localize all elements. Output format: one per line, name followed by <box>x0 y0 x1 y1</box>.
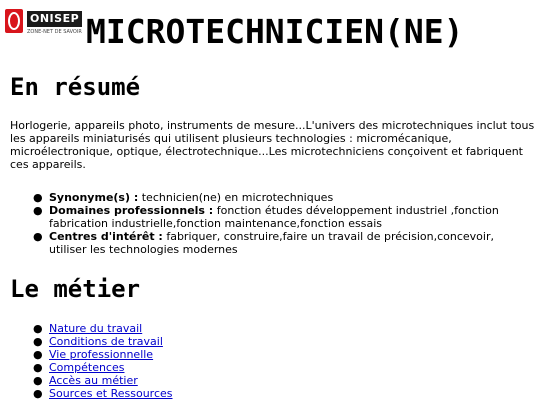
summary-paragraph: Horlogerie, appareils photo, instruments de mesure...L'univers des microtechniques inclut tous les appareils miniaturisés qui utilisent plusieurs technologies : micromécanique, microélectronique, optique, électrotechnique...Les microtechniciens conçoivent et fabriquent ces appareils. <box>10 119 535 171</box>
list-item: ● Sources et Ressources <box>33 387 173 400</box>
list-item: ● Conditions de travail <box>33 335 163 348</box>
metier-links-list <box>33 322 173 400</box>
fact-centres-interet: ● Centres d'intérêt : fabriquer, construire,faire un travail de précision,concevoir, utiliser les technologies modernes <box>33 230 494 256</box>
onisep-logo-tagline: ZONE-NET DE SAVOIR <box>27 29 82 35</box>
fact-synonymes: ● Synonyme(s) : technicien(ne) en microtechniques <box>33 191 334 204</box>
fact-value: technicien(ne) en microtechniques <box>138 191 334 204</box>
fact-label: Domaines professionnels : <box>49 204 214 217</box>
list-item: ● Compétences <box>33 361 125 374</box>
link-nature-du-travail[interactable]: Nature du travail <box>49 322 143 335</box>
metier-heading: Le métier <box>10 275 141 303</box>
page-title: MICROTECHNICIEN(NE) <box>86 12 464 51</box>
list-item: ● Accès au métier <box>33 374 138 387</box>
link-competences[interactable]: Compétences <box>49 361 125 374</box>
fact-value: fabriquer, construire,faire un travail de précision,concevoir, utiliser les technologies modernes <box>49 230 494 256</box>
onisep-logo <box>5 9 82 37</box>
fact-value: fonction études développement industriel ,fonction fabrication industrielle,fonction maintenance,fonction essais <box>49 204 499 230</box>
fact-label: Centres d'intérêt : <box>49 230 163 243</box>
onisep-logo-brand: ONISEP <box>27 11 82 27</box>
list-item: ● Nature du travail <box>33 322 143 335</box>
fact-domaines: ● Domaines professionnels : fonction études développement industriel ,fonction fabrication industrielle,fonction maintenance,fonction essais <box>33 204 499 230</box>
onisep-logo-mark-icon <box>5 9 23 33</box>
list-item: ● Vie professionnelle <box>33 348 154 361</box>
fact-label: Synonyme(s) : <box>49 191 139 204</box>
link-sources-et-ressources[interactable]: Sources et Ressources <box>49 387 173 400</box>
link-conditions-de-travail[interactable]: Conditions de travail <box>49 335 163 348</box>
summary-heading: En résumé <box>10 73 141 101</box>
facts-list <box>33 191 533 256</box>
link-vie-professionnelle[interactable]: Vie professionnelle <box>49 348 154 361</box>
link-acces-au-metier[interactable]: Accès au métier <box>49 374 138 387</box>
